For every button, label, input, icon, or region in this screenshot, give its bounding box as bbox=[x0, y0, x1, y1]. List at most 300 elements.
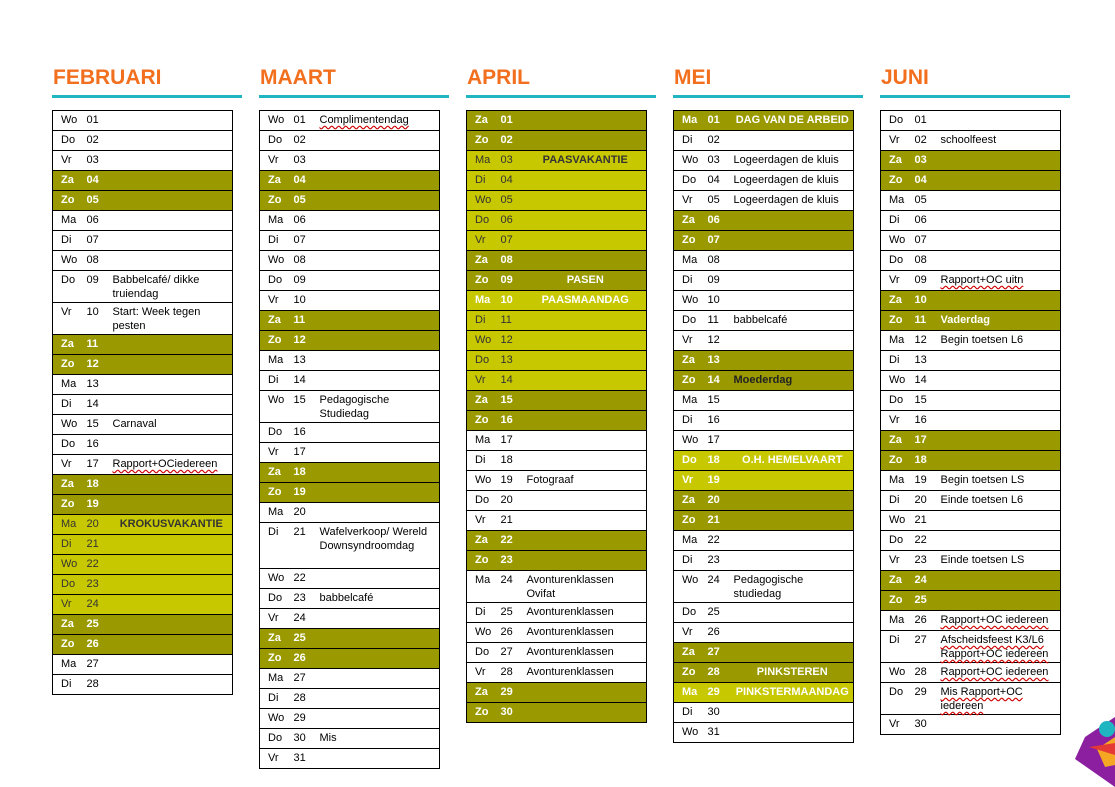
day-name: Ma bbox=[674, 391, 708, 411]
day-row bbox=[881, 431, 1061, 451]
day-number: 15 bbox=[87, 415, 113, 435]
day-event bbox=[113, 595, 233, 615]
day-number: 06 bbox=[501, 211, 527, 231]
month-title: APRIL bbox=[467, 66, 530, 89]
day-name: Wo bbox=[674, 723, 708, 743]
day-event: O.H. HEMELVAART bbox=[734, 451, 854, 471]
day-event bbox=[113, 615, 233, 635]
day-name: Do bbox=[260, 131, 294, 151]
day-row bbox=[53, 595, 233, 615]
day-name: Za bbox=[881, 431, 915, 451]
day-row bbox=[881, 451, 1061, 471]
day-event: babbelcafé bbox=[320, 589, 440, 609]
day-row bbox=[467, 191, 647, 211]
day-number: 30 bbox=[708, 703, 734, 723]
day-number: 05 bbox=[915, 191, 941, 211]
day-number: 04 bbox=[501, 171, 527, 191]
day-name: Za bbox=[674, 491, 708, 511]
day-name: Di bbox=[881, 351, 915, 371]
day-event bbox=[113, 111, 233, 131]
day-number: 18 bbox=[915, 451, 941, 471]
day-row bbox=[674, 491, 854, 511]
day-row bbox=[674, 271, 854, 291]
day-row bbox=[674, 111, 854, 131]
day-row bbox=[881, 491, 1061, 511]
day-name: Vr bbox=[53, 455, 87, 475]
day-number: 03 bbox=[915, 151, 941, 171]
day-row bbox=[53, 303, 233, 335]
day-event bbox=[527, 371, 647, 391]
day-number: 22 bbox=[501, 531, 527, 551]
day-number: 10 bbox=[87, 303, 113, 335]
day-number: 12 bbox=[294, 331, 320, 351]
day-event bbox=[527, 431, 647, 451]
month-rule bbox=[466, 95, 656, 98]
day-row bbox=[674, 551, 854, 571]
day-name: Do bbox=[260, 589, 294, 609]
day-row bbox=[260, 749, 440, 769]
day-number: 13 bbox=[87, 375, 113, 395]
day-number: 14 bbox=[87, 395, 113, 415]
day-number: 12 bbox=[708, 331, 734, 351]
month-table bbox=[880, 110, 1061, 735]
day-number: 05 bbox=[708, 191, 734, 211]
month-februari bbox=[52, 64, 236, 695]
day-event bbox=[941, 371, 1061, 391]
day-number: 21 bbox=[708, 511, 734, 531]
day-name: Wo bbox=[260, 709, 294, 729]
day-row bbox=[260, 351, 440, 371]
day-row bbox=[467, 683, 647, 703]
day-row bbox=[881, 191, 1061, 211]
day-name: Za bbox=[674, 351, 708, 371]
day-number: 08 bbox=[294, 251, 320, 271]
day-name: Za bbox=[260, 463, 294, 483]
day-name: Vr bbox=[260, 609, 294, 629]
day-row bbox=[53, 655, 233, 675]
day-row bbox=[674, 451, 854, 471]
day-event bbox=[941, 451, 1061, 471]
day-row bbox=[53, 435, 233, 455]
day-row bbox=[881, 391, 1061, 411]
day-row bbox=[53, 535, 233, 555]
day-row bbox=[881, 151, 1061, 171]
day-number: 24 bbox=[294, 609, 320, 629]
day-event bbox=[113, 131, 233, 151]
day-row bbox=[53, 635, 233, 655]
day-name: Vr bbox=[881, 131, 915, 151]
month-rule bbox=[259, 95, 449, 98]
day-row bbox=[260, 523, 440, 569]
day-number: 17 bbox=[915, 431, 941, 451]
day-name: Vr bbox=[881, 411, 915, 431]
day-row bbox=[674, 211, 854, 231]
day-event bbox=[734, 131, 854, 151]
day-row bbox=[260, 251, 440, 271]
day-row bbox=[881, 471, 1061, 491]
school-logo-icon bbox=[1075, 707, 1115, 787]
day-row bbox=[674, 411, 854, 431]
day-number: 03 bbox=[708, 151, 734, 171]
day-number: 26 bbox=[87, 635, 113, 655]
month-rule bbox=[52, 95, 242, 98]
day-name: Zo bbox=[53, 355, 87, 375]
day-row bbox=[467, 451, 647, 471]
day-number: 18 bbox=[87, 475, 113, 495]
day-row bbox=[674, 431, 854, 451]
day-name: Za bbox=[467, 251, 501, 271]
day-row bbox=[467, 511, 647, 531]
day-row bbox=[674, 471, 854, 491]
day-row bbox=[53, 455, 233, 475]
day-number: 20 bbox=[708, 491, 734, 511]
day-name: Do bbox=[467, 211, 501, 231]
day-number: 13 bbox=[708, 351, 734, 371]
day-event bbox=[941, 391, 1061, 411]
day-event bbox=[113, 675, 233, 695]
day-name: Ma bbox=[881, 471, 915, 491]
day-event: Afscheidsfeest K3/L6 Rapport+OC iedereen bbox=[941, 631, 1061, 663]
day-name: Vr bbox=[260, 749, 294, 769]
day-event: Avonturenklassen Ovifat bbox=[527, 571, 647, 603]
day-event bbox=[734, 723, 854, 743]
day-event bbox=[941, 411, 1061, 431]
day-row bbox=[674, 391, 854, 411]
day-name: Vr bbox=[53, 595, 87, 615]
day-row bbox=[467, 111, 647, 131]
day-number: 09 bbox=[294, 271, 320, 291]
day-event: Complimentendag bbox=[320, 111, 440, 131]
day-name: Wo bbox=[260, 111, 294, 131]
day-number: 19 bbox=[294, 483, 320, 503]
day-number: 27 bbox=[87, 655, 113, 675]
day-event bbox=[320, 331, 440, 351]
day-number: 22 bbox=[87, 555, 113, 575]
day-event bbox=[113, 375, 233, 395]
day-name: Do bbox=[881, 531, 915, 551]
day-row bbox=[881, 311, 1061, 331]
day-number: 21 bbox=[294, 523, 320, 569]
day-row bbox=[53, 151, 233, 171]
day-name: Zo bbox=[260, 649, 294, 669]
day-number: 27 bbox=[294, 669, 320, 689]
day-row bbox=[467, 643, 647, 663]
day-event bbox=[320, 483, 440, 503]
day-name: Di bbox=[674, 131, 708, 151]
day-event bbox=[734, 331, 854, 351]
day-name: Ma bbox=[467, 431, 501, 451]
day-number: 23 bbox=[915, 551, 941, 571]
day-number: 28 bbox=[87, 675, 113, 695]
day-event bbox=[734, 351, 854, 371]
day-row bbox=[260, 371, 440, 391]
day-number: 30 bbox=[915, 715, 941, 735]
day-number: 30 bbox=[294, 729, 320, 749]
day-name: Wo bbox=[260, 251, 294, 271]
day-event bbox=[113, 151, 233, 171]
day-name: Do bbox=[53, 131, 87, 151]
day-event bbox=[527, 171, 647, 191]
day-name: Ma bbox=[674, 531, 708, 551]
day-row bbox=[467, 351, 647, 371]
day-row bbox=[881, 351, 1061, 371]
day-name: Ma bbox=[53, 375, 87, 395]
day-number: 29 bbox=[708, 683, 734, 703]
day-name: Do bbox=[260, 423, 294, 443]
day-number: 26 bbox=[294, 649, 320, 669]
day-row bbox=[467, 603, 647, 623]
day-event bbox=[113, 555, 233, 575]
day-event: Pedagogische Studiedag bbox=[320, 391, 440, 423]
day-event: Avonturenklassen bbox=[527, 623, 647, 643]
day-row bbox=[260, 463, 440, 483]
day-name: Ma bbox=[881, 611, 915, 631]
day-event bbox=[320, 749, 440, 769]
day-event bbox=[320, 443, 440, 463]
day-name: Di bbox=[467, 311, 501, 331]
day-number: 17 bbox=[87, 455, 113, 475]
day-number: 19 bbox=[708, 471, 734, 491]
day-name: Vr bbox=[467, 663, 501, 683]
day-row bbox=[260, 609, 440, 629]
day-event bbox=[320, 171, 440, 191]
day-event bbox=[320, 669, 440, 689]
day-number: 13 bbox=[915, 351, 941, 371]
day-row bbox=[674, 643, 854, 663]
day-event bbox=[734, 623, 854, 643]
day-row bbox=[881, 171, 1061, 191]
day-event bbox=[734, 391, 854, 411]
month-table bbox=[259, 110, 440, 769]
day-name: Zo bbox=[53, 191, 87, 211]
day-name: Za bbox=[260, 171, 294, 191]
day-name: Do bbox=[53, 271, 87, 303]
day-name: Do bbox=[467, 491, 501, 511]
day-name: Vr bbox=[674, 331, 708, 351]
day-number: 27 bbox=[708, 643, 734, 663]
day-name: Vr bbox=[53, 151, 87, 171]
day-event: Wafelverkoop/ Wereld Downsyndroomdag bbox=[320, 523, 440, 569]
day-number: 07 bbox=[501, 231, 527, 251]
day-event bbox=[320, 371, 440, 391]
day-name: Za bbox=[53, 335, 87, 355]
day-row bbox=[260, 191, 440, 211]
day-event bbox=[527, 211, 647, 231]
day-name: Wo bbox=[674, 291, 708, 311]
day-name: Do bbox=[674, 171, 708, 191]
day-number: 08 bbox=[708, 251, 734, 271]
day-name: Do bbox=[881, 111, 915, 131]
day-name: Ma bbox=[467, 571, 501, 603]
day-number: 02 bbox=[708, 131, 734, 151]
day-name: Ma bbox=[674, 251, 708, 271]
day-name: Za bbox=[260, 311, 294, 331]
month-juni bbox=[880, 64, 1064, 735]
day-row bbox=[467, 431, 647, 451]
day-name: Vr bbox=[467, 511, 501, 531]
day-event: Fotograaf bbox=[527, 471, 647, 491]
day-number: 23 bbox=[87, 575, 113, 595]
day-event bbox=[113, 211, 233, 231]
day-row bbox=[467, 231, 647, 251]
day-number: 19 bbox=[87, 495, 113, 515]
day-name: Zo bbox=[260, 331, 294, 351]
day-event bbox=[734, 251, 854, 271]
day-row bbox=[467, 663, 647, 683]
day-name: Wo bbox=[467, 471, 501, 491]
day-row bbox=[467, 551, 647, 571]
day-name: Vr bbox=[674, 623, 708, 643]
day-row bbox=[881, 631, 1061, 663]
day-event bbox=[734, 511, 854, 531]
day-number: 10 bbox=[915, 291, 941, 311]
day-name: Za bbox=[467, 531, 501, 551]
day-event: Einde toetsen L6 bbox=[941, 491, 1061, 511]
day-name: Za bbox=[881, 151, 915, 171]
day-name: Wo bbox=[674, 431, 708, 451]
day-row bbox=[467, 251, 647, 271]
day-event bbox=[527, 111, 647, 131]
day-row bbox=[260, 311, 440, 331]
day-name: Za bbox=[53, 475, 87, 495]
day-event bbox=[113, 191, 233, 211]
day-row bbox=[260, 689, 440, 709]
day-event bbox=[527, 551, 647, 571]
day-name: Zo bbox=[53, 495, 87, 515]
day-row bbox=[674, 531, 854, 551]
day-event bbox=[941, 431, 1061, 451]
day-name: Za bbox=[467, 391, 501, 411]
day-name: Do bbox=[674, 451, 708, 471]
day-event bbox=[734, 491, 854, 511]
day-name: Vr bbox=[881, 271, 915, 291]
day-number: 05 bbox=[294, 191, 320, 211]
day-row bbox=[674, 171, 854, 191]
day-number: 20 bbox=[501, 491, 527, 511]
day-name: Ma bbox=[260, 211, 294, 231]
day-number: 16 bbox=[915, 411, 941, 431]
day-name: Wo bbox=[53, 111, 87, 131]
day-number: 10 bbox=[501, 291, 527, 311]
day-event bbox=[527, 331, 647, 351]
day-event bbox=[320, 291, 440, 311]
day-event bbox=[527, 351, 647, 371]
day-event bbox=[113, 355, 233, 375]
day-name: Di bbox=[467, 171, 501, 191]
day-event: Avonturenklassen bbox=[527, 663, 647, 683]
day-name: Za bbox=[467, 683, 501, 703]
day-event bbox=[941, 591, 1061, 611]
day-number: 01 bbox=[87, 111, 113, 131]
day-number: 24 bbox=[87, 595, 113, 615]
day-event: Babbelcafé/ dikke truiendag bbox=[113, 271, 233, 303]
day-row bbox=[260, 171, 440, 191]
day-number: 30 bbox=[501, 703, 527, 723]
day-name: Di bbox=[674, 271, 708, 291]
day-event bbox=[941, 291, 1061, 311]
day-row bbox=[53, 171, 233, 191]
day-row bbox=[674, 723, 854, 743]
day-row bbox=[674, 151, 854, 171]
day-name: Wo bbox=[53, 555, 87, 575]
day-event bbox=[113, 635, 233, 655]
day-number: 08 bbox=[915, 251, 941, 271]
day-event bbox=[113, 475, 233, 495]
day-number: 18 bbox=[294, 463, 320, 483]
day-name: Zo bbox=[674, 663, 708, 683]
day-name: Wo bbox=[260, 569, 294, 589]
day-number: 19 bbox=[501, 471, 527, 491]
day-number: 09 bbox=[708, 271, 734, 291]
day-number: 04 bbox=[87, 171, 113, 191]
day-name: Zo bbox=[467, 411, 501, 431]
day-event: babbelcafé bbox=[734, 311, 854, 331]
day-name: Di bbox=[674, 703, 708, 723]
day-row bbox=[53, 515, 233, 535]
day-name: Di bbox=[260, 231, 294, 251]
day-row bbox=[260, 111, 440, 131]
day-number: 08 bbox=[87, 251, 113, 271]
day-row bbox=[53, 111, 233, 131]
day-row bbox=[260, 569, 440, 589]
day-event bbox=[941, 111, 1061, 131]
day-name: Za bbox=[674, 643, 708, 663]
day-name: Ma bbox=[467, 291, 501, 311]
day-number: 13 bbox=[501, 351, 527, 371]
day-row bbox=[53, 615, 233, 635]
day-row bbox=[467, 531, 647, 551]
day-event: PAASMAANDAG bbox=[527, 291, 647, 311]
day-number: 22 bbox=[708, 531, 734, 551]
day-number: 14 bbox=[915, 371, 941, 391]
day-row bbox=[881, 611, 1061, 631]
day-event: Logeerdagen de kluis bbox=[734, 151, 854, 171]
day-row bbox=[53, 475, 233, 495]
day-event bbox=[941, 191, 1061, 211]
day-name: Vr bbox=[260, 291, 294, 311]
day-row bbox=[467, 311, 647, 331]
day-name: Zo bbox=[674, 231, 708, 251]
day-number: 09 bbox=[87, 271, 113, 303]
day-number: 21 bbox=[501, 511, 527, 531]
day-event bbox=[734, 471, 854, 491]
day-row bbox=[53, 555, 233, 575]
day-event: Vaderdag bbox=[941, 311, 1061, 331]
day-row bbox=[260, 271, 440, 291]
day-event: Rapport+OCiedereen bbox=[113, 455, 233, 475]
day-number: 07 bbox=[87, 231, 113, 251]
day-event bbox=[527, 451, 647, 471]
month-rule bbox=[673, 95, 863, 98]
day-event: Moederdag bbox=[734, 371, 854, 391]
day-name: Zo bbox=[467, 551, 501, 571]
day-row bbox=[260, 503, 440, 523]
day-number: 02 bbox=[294, 131, 320, 151]
day-name: Zo bbox=[467, 131, 501, 151]
day-row bbox=[674, 291, 854, 311]
day-event bbox=[527, 131, 647, 151]
day-number: 07 bbox=[708, 231, 734, 251]
day-number: 07 bbox=[294, 231, 320, 251]
day-event: PASEN bbox=[527, 271, 647, 291]
day-row bbox=[53, 231, 233, 251]
day-name: Ma bbox=[53, 211, 87, 231]
day-number: 24 bbox=[708, 571, 734, 603]
month-title: FEBRUARI bbox=[53, 66, 162, 89]
day-number: 18 bbox=[501, 451, 527, 471]
day-row bbox=[674, 311, 854, 331]
day-row bbox=[674, 571, 854, 603]
